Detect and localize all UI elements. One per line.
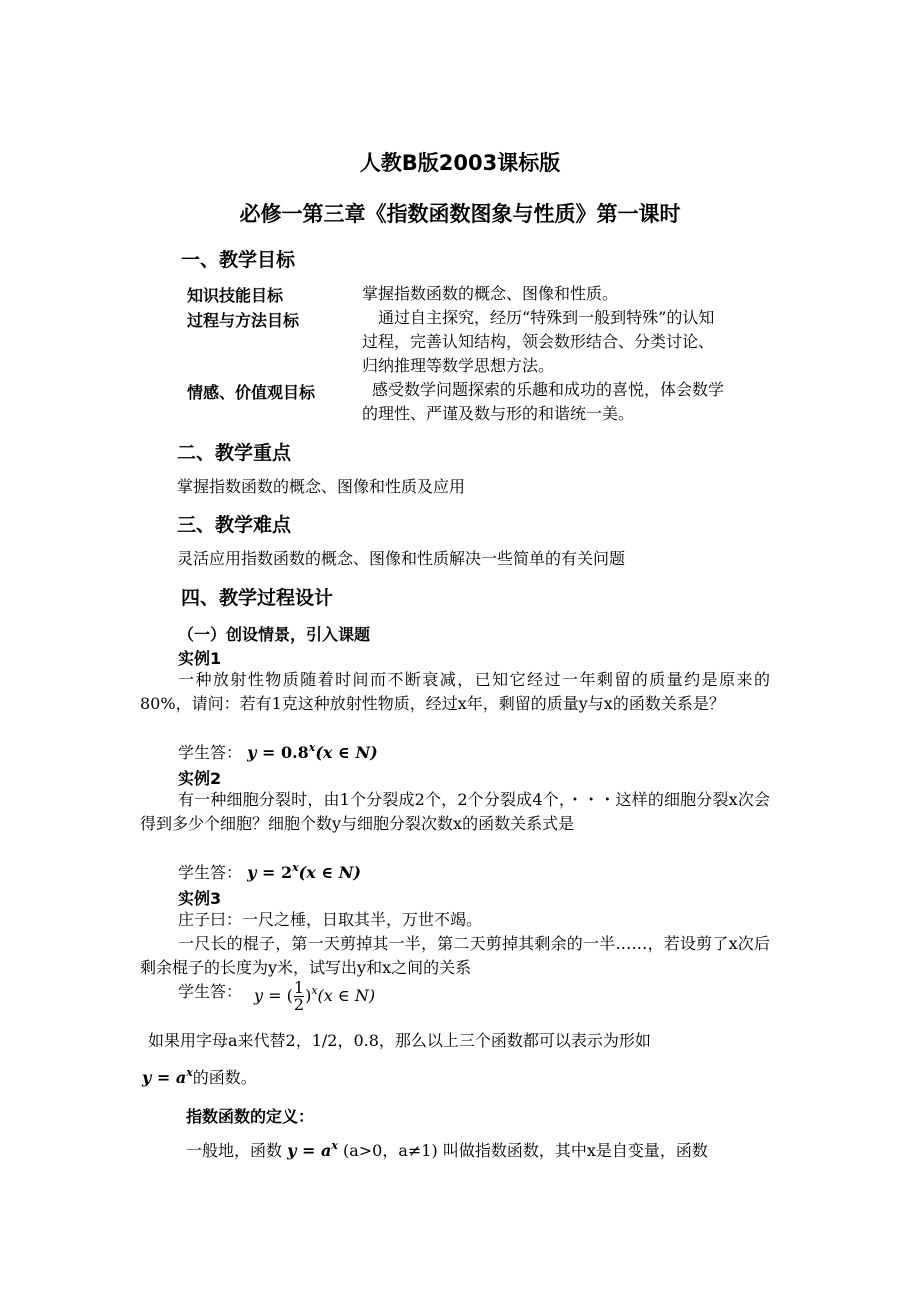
example-2-title: 实例2 [178, 769, 222, 788]
example-3-quote: 庄子曰：一尺之棰，日取其半，万世不竭。 [178, 910, 483, 929]
fraction-one-half: $\frac{1}{2}$ [293, 978, 305, 1014]
subsection-heading: （一）创设情景，引入课题 [178, 625, 371, 644]
objective-label-process: 过程与方法目标 [187, 311, 300, 330]
formula-3: y = ( $\frac{1}{2}$ )$^x$(x ∈ N) [254, 978, 376, 1014]
definition-line: 一般地，函数 $y = a^x$ (a>0，a≠1) 叫做指数函数，其中x是自变量，函数 [186, 1139, 708, 1160]
formula-2: $y = 2^x(x$ ∈ N) [247, 861, 361, 882]
example-3-title: 实例3 [178, 889, 222, 908]
example-2-answer [178, 861, 361, 884]
objective-text-process-1: 通过自主探究，经历“特殊到一般到特殊”的认知 [378, 308, 715, 327]
section-heading-objectives: 一、教学目标 [181, 249, 296, 271]
difficulties-text: 灵活应用指数函数的概念、图像和性质解决一些简单的有关问题 [177, 549, 626, 568]
example-1-answer [178, 741, 378, 764]
summary-tail: 的函数。 [192, 1068, 257, 1087]
summary-text: 如果用字母a来代替2，1/2，0.8，那么以上三个函数都可以表示为形如 [148, 1031, 651, 1050]
doc-title-line2: 必修一第三章《指数函数图象与性质》第一课时 [239, 202, 681, 226]
example-2-text: 有一种细胞分裂时，由1个分裂成2个，2个分裂成4个，・・・这样的细胞分裂x次会得到多少个细胞？细胞个数y与细胞分裂次数x的函数关系式是 [140, 790, 770, 833]
section-heading-difficulties: 三、教学难点 [177, 514, 292, 536]
section-heading-process: 四、教学过程设计 [181, 587, 334, 609]
objective-label-emotion: 情感、价值观目标 [187, 383, 316, 402]
objective-text-process-2: 过程，完善认知结构，领会数形结合、分类讨论、 [362, 332, 715, 351]
definition-condition: (a>0，a≠1) [342, 1141, 438, 1160]
objective-text-emotion-2: 的理性、严谨及数与形的和谐统一美。 [362, 404, 635, 423]
doc-title-line1: 人教B版2003课标版 [359, 151, 561, 175]
formula-general: $y = a^x$ [142, 1066, 193, 1087]
definition-heading: 指数函数的定义： [186, 1107, 315, 1126]
section-heading-key-points: 二、教学重点 [177, 442, 292, 464]
answer-label: 学生答： [178, 743, 243, 762]
objective-text-knowledge: 掌握指数函数的概念、图像和性质。 [362, 284, 619, 303]
summary-formula-line [142, 1066, 257, 1089]
answer-label: 学生答： [178, 863, 243, 882]
key-points-text: 掌握指数函数的概念、图像和性质及应用 [177, 477, 466, 496]
formula-1: $y = 0.8^x(x$ ∈ N) [247, 741, 378, 762]
objective-text-emotion-1: 感受数学问题探索的乐趣和成功的喜悦，体会数学 [372, 380, 725, 399]
objective-text-process-3: 归纳推理等数学思想方法。 [362, 356, 555, 375]
formula-definition: $y = a^x$ [287, 1139, 338, 1160]
example-3-text: 一尺长的棍子，第一天剪掉其一半，第二天剪掉其剩余的一半……，若设剪了x次后剩余棍子的长度为y米，试写出y和x之间的关系 [140, 934, 770, 977]
example-1-title: 实例1 [178, 649, 222, 668]
example-1-text: 一种放射性物质随着时间而不断衰减，已知它经过一年剩留的质量约是原来的80%，请问：若有1克这种放射性物质，经过x年，剩留的质量y与x的函数关系是？ [140, 670, 770, 713]
example-3-answer-label: 学生答： [178, 982, 243, 1001]
objective-label-knowledge: 知识技能目标 [187, 286, 284, 305]
